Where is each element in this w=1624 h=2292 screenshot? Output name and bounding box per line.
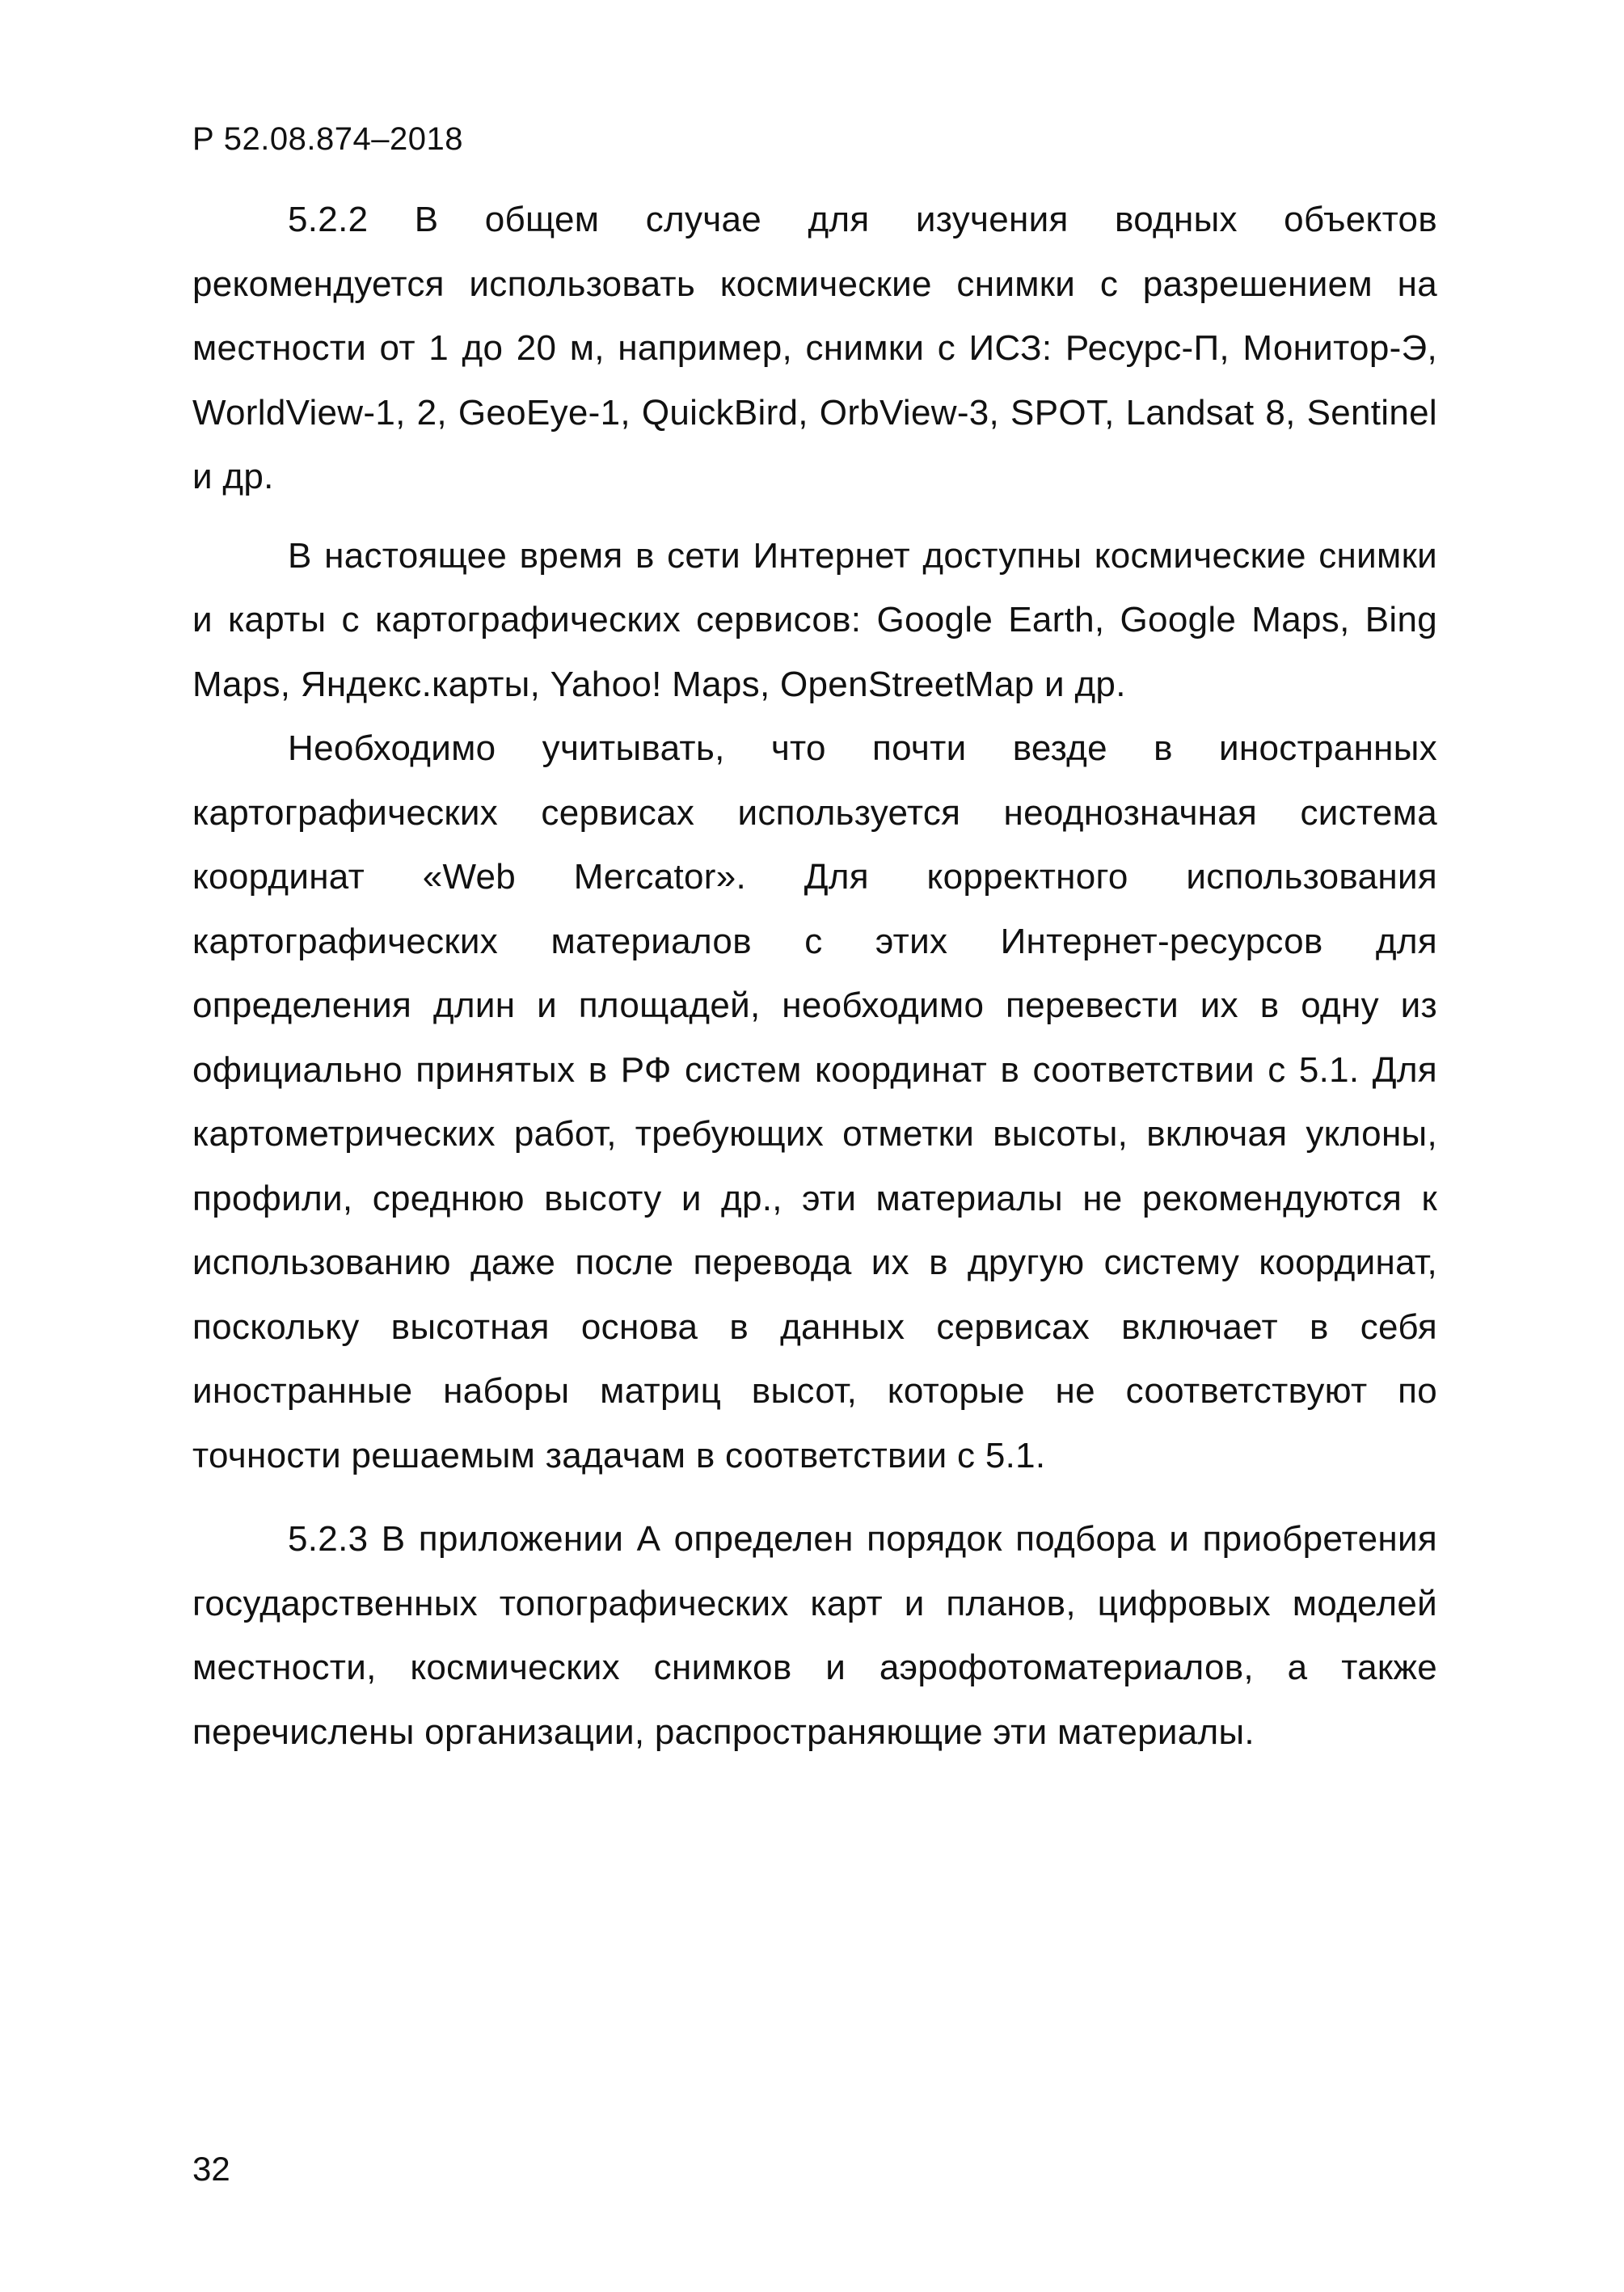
document-body	[192, 188, 1437, 1764]
paragraph-internet-services: В настоящее время в сети Интернет доступны космические снимки и карты с картографических сервисов: Google Earth, Google Maps, Bing Maps, Яндекс.карты, Yahoo! Maps, OpenStreetMap и др.	[192, 535, 1437, 704]
document-code: Р 52.08.874–2018	[192, 121, 463, 157]
paragraph-5-2-2: 5.2.2 В общем случае для изучения водных объектов рекомендуется использовать космические снимки с разрешением на местности от 1 до 20 м, например, снимки с ИСЗ: Ресурс-П, Монитор-Э, WorldView-1, 2, GeoEye-1, QuickBird, OrbView-3, SPOT, Landsat 8, Sentinel и др.	[192, 200, 1437, 496]
page-number: 32	[192, 2150, 230, 2188]
paragraph-5-2-3: 5.2.3 В приложении А определен порядок подбора и приобретения государственных топографических карт и планов, цифровых моделей местности, космических снимков и аэрофотоматериалов, а также перечислены организации, распространяющие эти материалы.	[192, 1519, 1437, 1752]
paragraph-web-mercator: Необходимо учитывать, что почти везде в иностранных картографических сервисах используется неоднозначная система координат «Web Mercator». Для корректного использования картографических материалов с этих Интернет-ресурсов для определения длин и площадей, необходимо перевести их в одну из официально принятых в РФ систем координат в соответствии с 5.1. Для картометрических работ, требующих отметки высоты, включая уклоны, профили, среднюю высоту и др., эти материалы не рекомендуются к использованию даже после перевода их в другую систему координат, поскольку высотная основа в данных сервисах включает в себя иностранные наборы матриц высот, которые не соответствуют по точности решаемым задачам в соответствии с 5.1.	[192, 728, 1437, 1475]
